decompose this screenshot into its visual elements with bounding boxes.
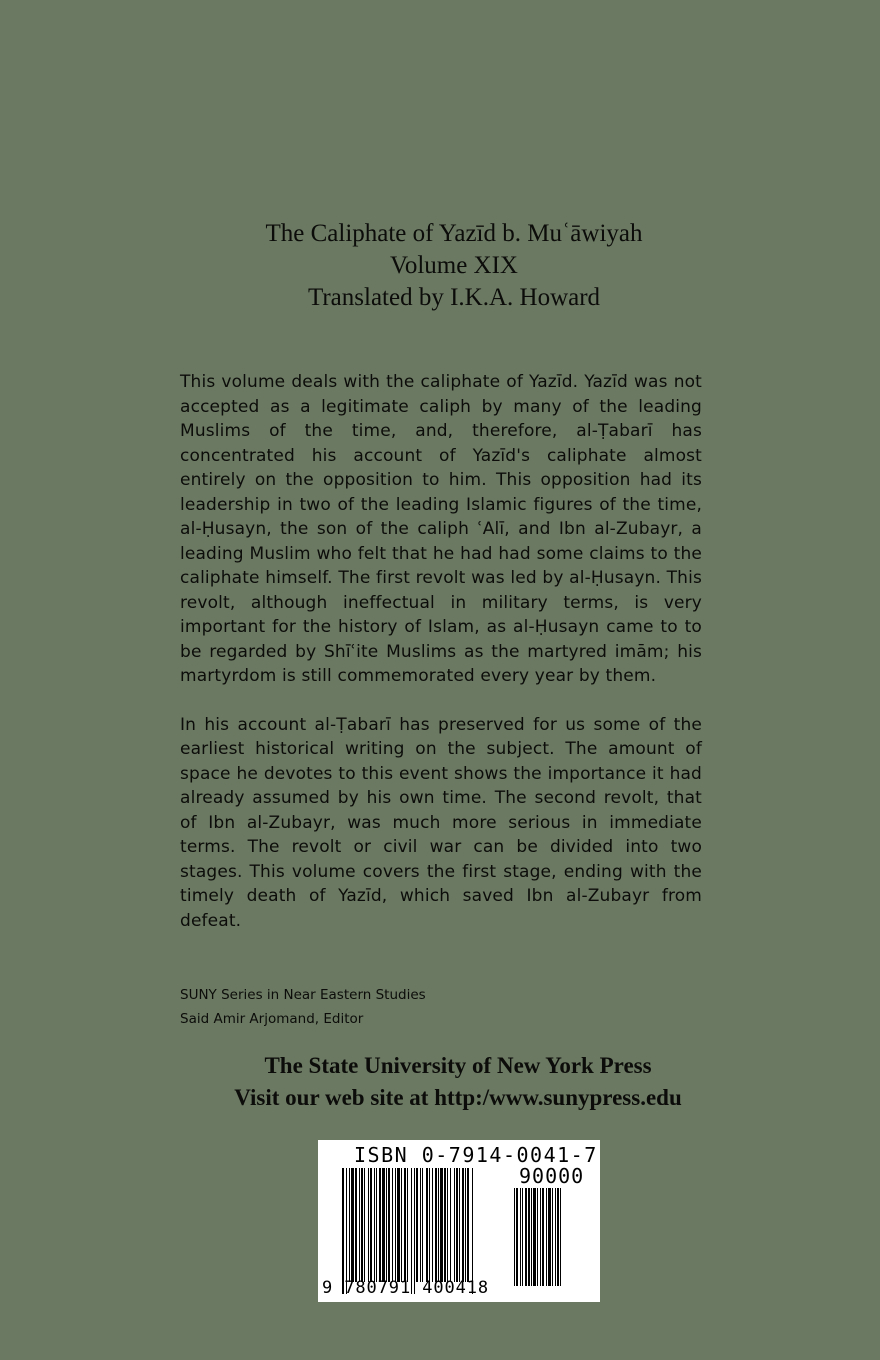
- description-paragraph-1: This volume deals with the caliphate of Yazīd. Yazīd was not accepted as a legitimate caliph by many of the leading Muslims of the time, and, therefore, al-Ṭabarī has concentrated his account of Yazīd's caliphate almost entirely on the opposition to him. This opposition had its leadership in two of the leading Islamic figures of the time, al-Ḥusayn, the son of the caliph ʿAlī, and Ibn al-Zubayr, a leading Muslim who felt that he had had some claims to the caliphate himself. The first revolt was led by al-Ḥusayn. This revolt, although ineffectual in military terms, is very important for the history of Islam, as al-Ḥusayn came to to be regarded by Shīʿite Muslims as the martyred imām; his martyrdom is still commemorated every year by them.: [180, 372, 702, 686]
- translator-credit: Translated by I.K.A. Howard: [307, 284, 601, 311]
- series-editor: Said Amir Arjomand, Editor: [180, 1011, 364, 1027]
- publisher-block: [0, 1050, 880, 1114]
- publisher-website: Visit our web site at http:/www.sunypress.edu: [234, 1085, 682, 1110]
- book-description: [180, 370, 702, 957]
- description-paragraph-2: In his account al-Ṭabarī has preserved for us some of the earliest historical writing on the subject. The amount of space he devotes to this event shows the importance it had already assumed by his own time. The second revolt, that of Ibn al-Zubayr, was much more serious in immediate terms. The revolt or civil war can be divided into two stages. This volume covers the first stage, ending with the timely death of Yazīd, which saved Ibn al-Zubayr from defeat.: [180, 714, 702, 931]
- isbn-number: ISBN 0-7914-0041-7: [354, 1143, 598, 1167]
- barcode-label: [318, 1140, 600, 1302]
- ean-digits: 9 780791 400418: [322, 1278, 490, 1298]
- volume-number: Volume XIX: [389, 252, 518, 279]
- book-title: The Caliphate of Yazīd b. Muʿāwiyah: [265, 220, 643, 247]
- series-name: SUNY Series in Near Eastern Studies: [180, 987, 426, 1003]
- price-code: 90000: [519, 1164, 585, 1188]
- title-block: [0, 218, 880, 314]
- publisher-name: The State University of New York Press: [264, 1053, 652, 1078]
- series-info: [180, 983, 426, 1031]
